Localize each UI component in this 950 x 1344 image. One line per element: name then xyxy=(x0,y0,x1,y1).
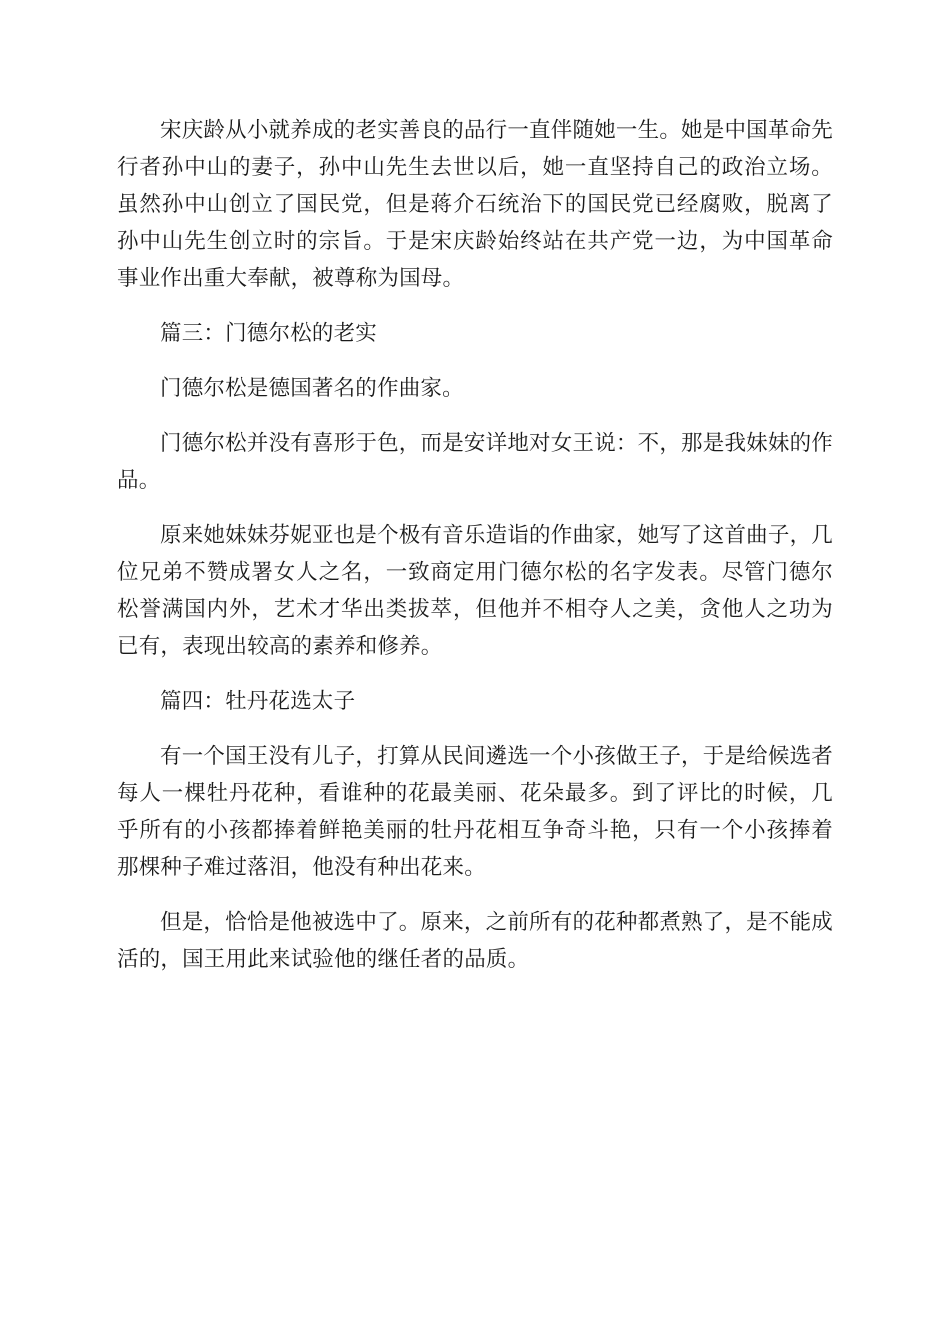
paragraph-king-peony-seeds: 有一个国王没有儿子，打算从民间遴选一个小孩做王子，于是给候选者每人一棵牡丹花种，看谁种的花最美丽、花朵最多。到了评比的时候，几乎所有的小孩都捧着鲜艳美丽的牡丹花相互争奇斗艳，只有一个小孩捧着那棵种子难过落泪，他没有种出花来。 xyxy=(117,744,833,880)
paragraph-mendelssohn-reply: 门德尔松并没有喜形于色，而是安详地对女王说：不，那是我妹妹的作品。 xyxy=(117,431,833,493)
document-body xyxy=(117,112,833,996)
section-heading-part-three: 篇三：门德尔松的老实 xyxy=(160,321,378,346)
paragraph-mendelssohn-intro: 门德尔松是德国著名的作曲家。 xyxy=(160,376,464,401)
paragraph-soong-ching-ling: 宋庆龄从小就养成的老实善良的品行一直伴随她一生。她是中国革命先行者孙中山的妻子，孙中山先生去世以后，她一直坚持自己的政治立场。虽然孙中山创立了国民党，但是蒋介石统治下的国民党已经腐败，脱离了孙中山先生创立时的宗旨。于是宋庆龄始终站在共产党一边，为中国革命事业作出重大奉献，被尊称为国母。 xyxy=(117,118,833,291)
section-heading-part-four: 篇四：牡丹花选太子 xyxy=(160,689,356,714)
paragraph-fanny-composer: 原来她妹妹芬妮亚也是个极有音乐造诣的作曲家，她写了这首曲子，几位兄弟不赞成署女人之名，一致商定用门德尔松的名字发表。尽管门德尔松誉满国内外，艺术才华出类拔萃，但他并不相夺人之美，贪他人之功为已有，表现出较高的素养和修养。 xyxy=(117,523,833,659)
paragraph-boy-chosen: 但是，恰恰是他被选中了。原来，之前所有的花种都煮熟了，是不能成活的，国王用此来试验他的继任者的品质。 xyxy=(117,910,833,972)
